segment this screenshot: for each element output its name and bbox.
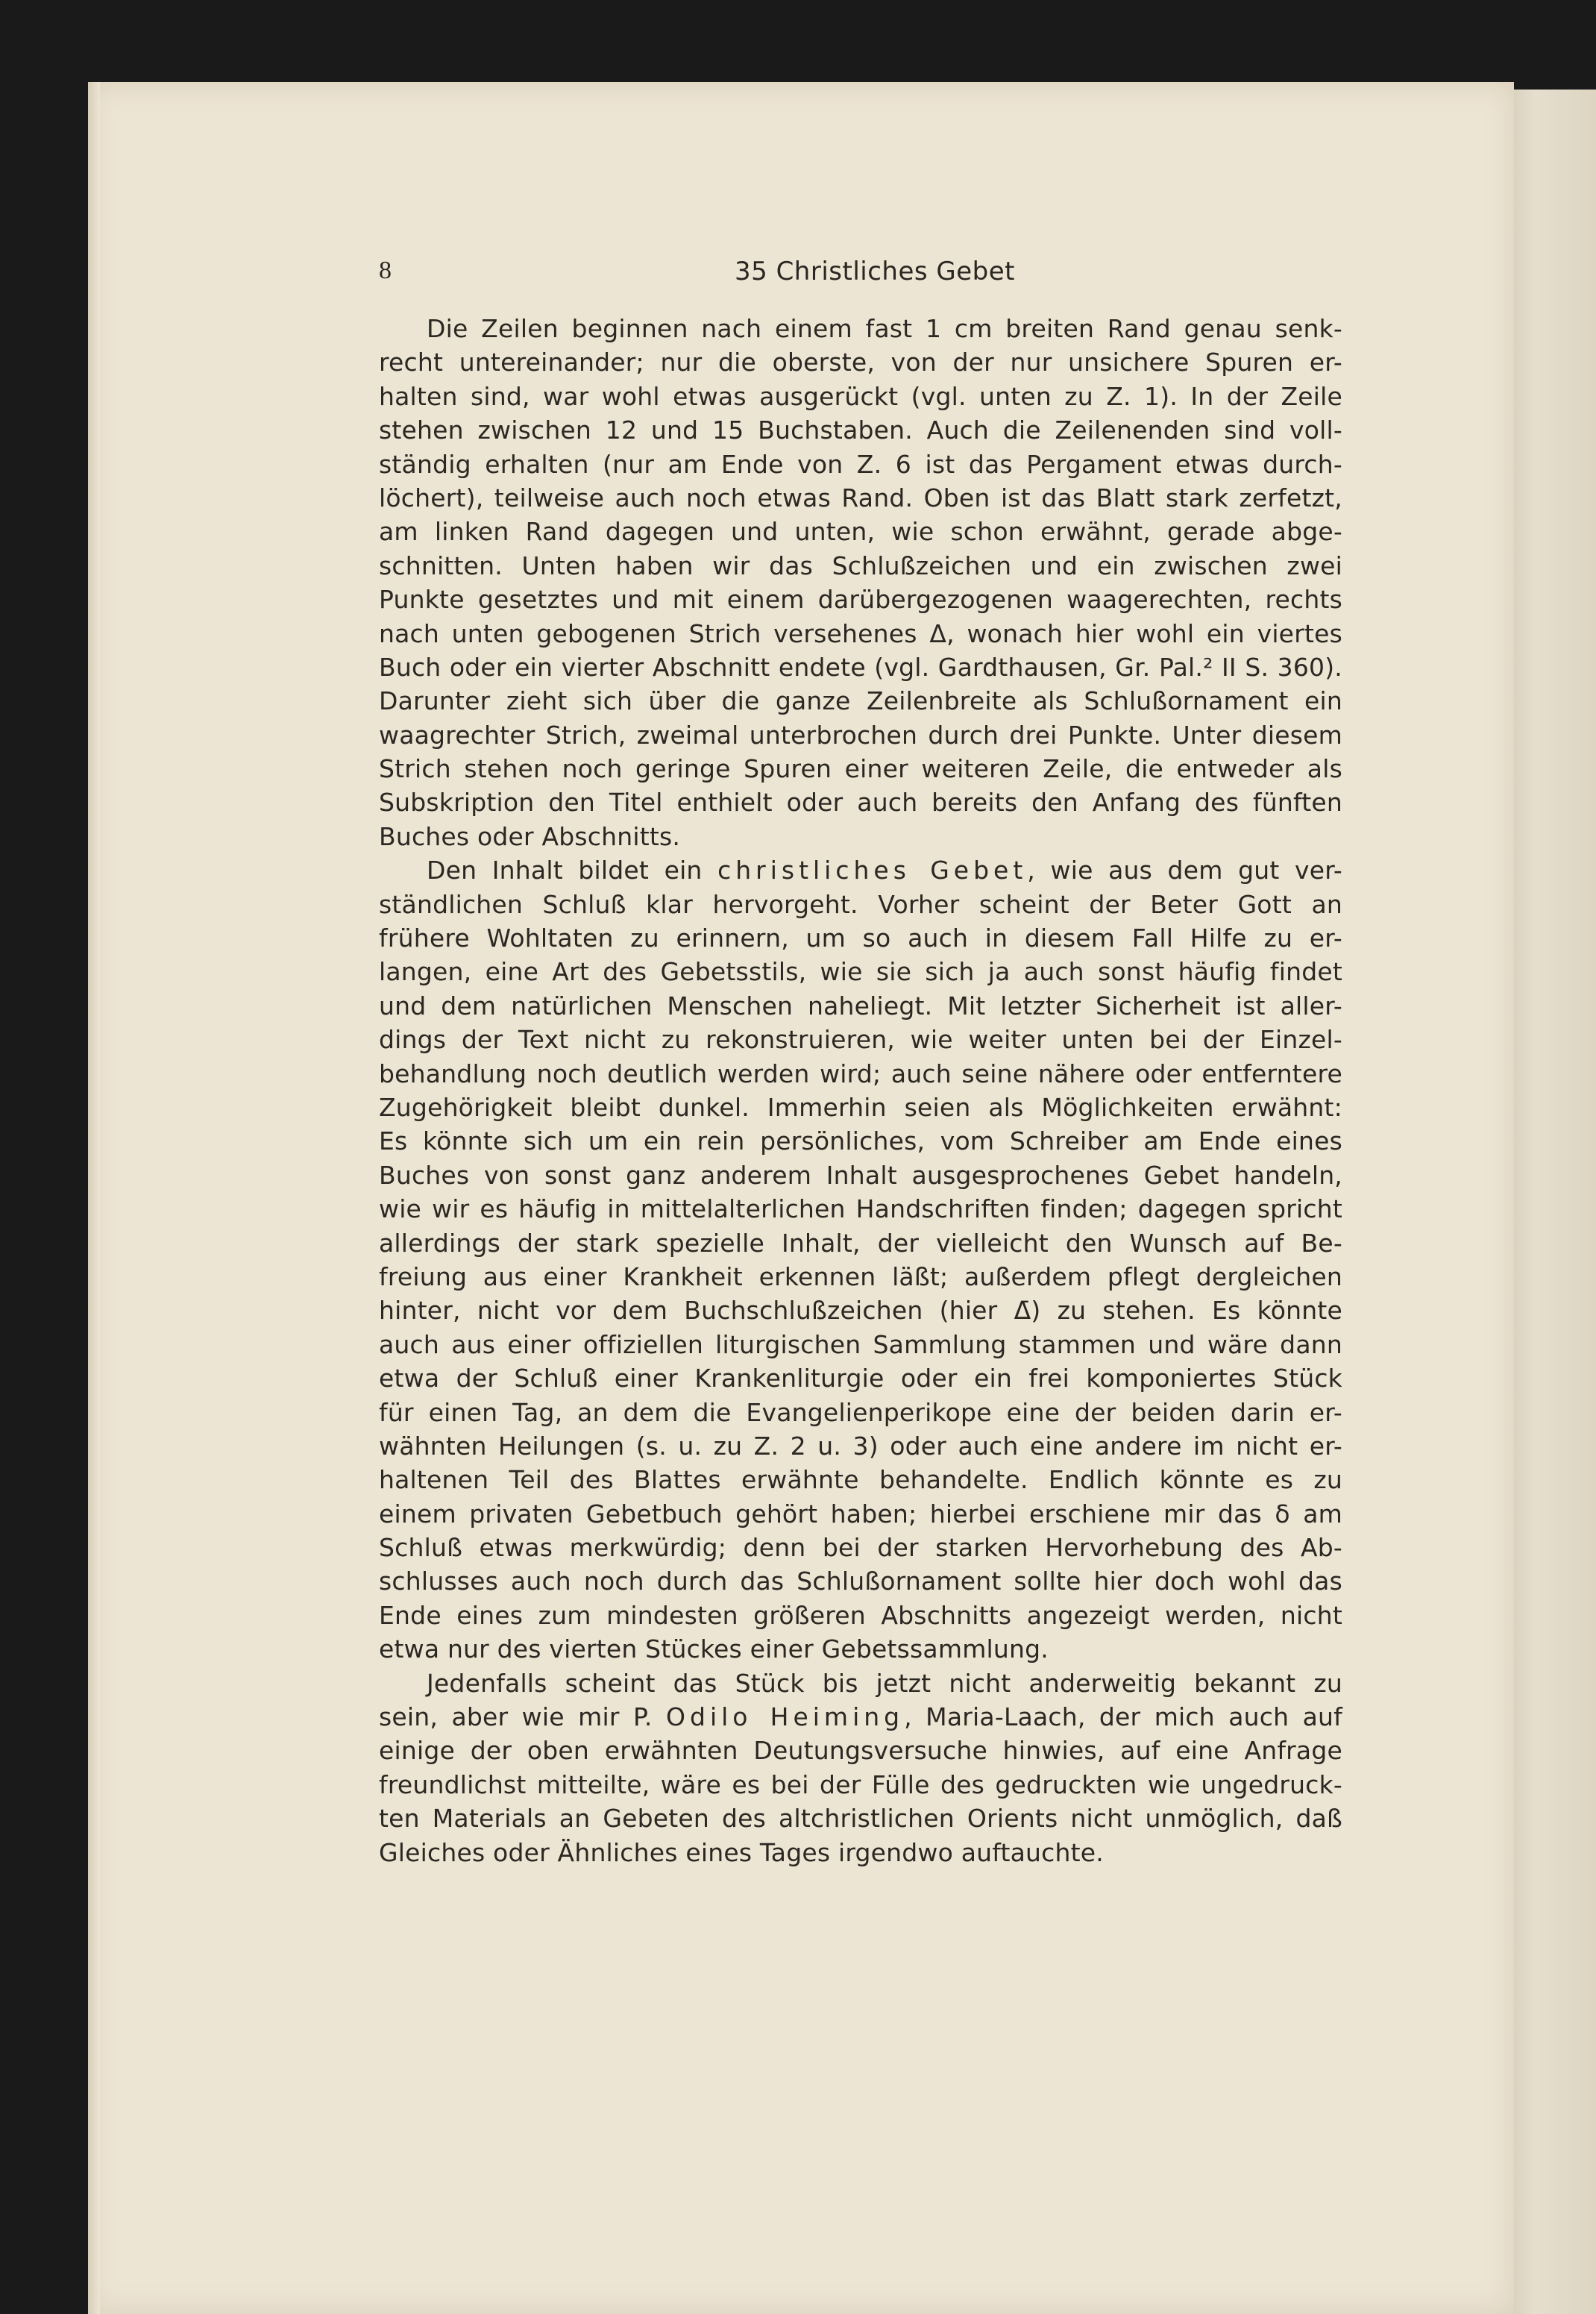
text-line: dings der Text nicht zu rekonstruieren, wie weiter unten bei der Einzel- [379,1025,1342,1055]
text-line: am linken Rand dagegen und unten, wie schon erwähnt, gerade abge- [379,517,1342,547]
paragraph [379,312,1342,853]
text-span: , wie aus dem gut ver- [1027,856,1342,885]
text-line: Jedenfalls scheint das Stück bis jetzt nicht anderweitig bekannt zu [427,1668,1342,1698]
text-line: behandlung noch deutlich werden wird; auch seine nähere oder entferntere [379,1059,1342,1088]
text-line: schlusses auch noch durch das Schlußornament sollte hier doch wohl das [379,1567,1342,1596]
text-line: wähnten Heilungen (s. u. zu Z. 2 u. 3) oder auch eine andere im nicht er- [379,1431,1342,1461]
text-line: etwa der Schluß einer Krankenliturgie oder ein frei komponiertes Stück [379,1364,1342,1393]
text-line: etwa nur des vierten Stückes einer Gebetssammlung. [379,1634,1049,1664]
running-title: 35 Christliches Gebet [735,257,1015,286]
text-line: Es könnte sich um ein rein persönliches, vom Schreiber am Ende eines [379,1126,1342,1156]
text-line: recht untereinander; nur die oberste, von der nur unsichere Spuren er- [379,348,1342,377]
text-line: Subskription den Titel enthielt oder auch bereits den Anfang des fünften [379,788,1342,818]
text-line: für einen Tag, an dem die Evangelienperikope eine der beiden darin er- [379,1397,1342,1427]
text-line: hinter, nicht vor dem Buchschlußzeichen (hier Δ̄) zu stehen. Es könnte [379,1296,1342,1326]
text-line: Buch oder ein vierter Abschnitt endete (vgl. Gardthausen, Gr. Pal.² II S. 360). [379,652,1342,682]
paragraph [379,853,1342,1666]
text-span: Den Inhalt bildet ein [427,856,718,885]
text-line: stehen zwischen 12 und 15 Buchstaben. Auch die Zeilenenden sind voll- [379,416,1342,445]
text-line: freundlichst mitteilte, wäre es bei der Fülle des gedruckten wie ungedruck- [379,1769,1342,1799]
text-line: löchert), teilweise auch noch etwas Rand. Oben ist das Blatt stark zerfetzt, [379,483,1342,512]
text-line: Punkte gesetztes und mit einem darübergezogenen waagerechten, rechts [379,585,1342,615]
text-line: schnitten. Unten haben wir das Schlußzeichen und ein zwischen zwei [379,551,1342,580]
paragraph-lines [379,1734,1342,1869]
text-line: Gleiches oder Ähnliches eines Tages irgendwo auftauchte. [379,1837,1104,1867]
text-span: , Maria-Laach, der mich auch auf [904,1702,1342,1732]
text-line: ständig erhalten (nur am Ende von Z. 6 ist das Pergament etwas durch- [379,449,1342,479]
text-line: einem privaten Gebetbuch gehört haben; hierbei erschiene mir das δ am [379,1499,1342,1528]
body-text [379,312,1342,1869]
text-line: halten sind, war wohl etwas ausgerückt (vgl. unten zu Z. 1). In der Zeile [379,381,1342,411]
text-line [379,853,1342,887]
text-line: freiung aus einer Krankheit erkennen läßt; außerdem pflegt dergleichen [379,1261,1342,1291]
text-line: Zugehörigkeit bleibt dunkel. Immerhin seien als Möglichkeiten erwähnt: [379,1092,1342,1122]
page-header [379,257,1371,292]
page-number: 8 [379,257,392,284]
text-line: Strich stehen noch geringe Spuren einer weiteren Zeile, die entweder als [379,754,1342,784]
text-line: Die Zeilen beginnen nach einem fast 1 cm breiten Rand genau senk- [427,314,1342,343]
text-line: wie wir es häufig in mittelalterlichen Handschriften finden; dagegen spricht [379,1194,1342,1224]
text-line: allerdings der stark spezielle Inhalt, der vielleicht den Wunsch auf Be- [379,1228,1342,1258]
text-line: Ende eines zum mindesten größeren Abschnitts angezeigt werden, nicht [379,1600,1342,1630]
text-line: und dem natürlichen Menschen naheliegt. Mit letzter Sicherheit ist aller- [379,991,1342,1020]
text-line: ständlichen Schluß klar hervorgeht. Vorher scheint der Beter Gott an [379,889,1342,919]
text-line: waagrechter Strich, zweimal unterbrochen durch drei Punkte. Unter diesem [379,720,1342,750]
page-gutter-shadow [88,82,100,2314]
paragraph-lines [379,888,1342,1666]
text-line: Darunter zieht sich über die ganze Zeilenbreite als Schlußornament ein [379,686,1342,716]
facing-page-edge [1507,90,1596,2314]
text-line: ten Materials an Gebeten des altchristlichen Orients nicht unmöglich, daß [379,1804,1342,1834]
text-line [379,1700,1342,1734]
text-line: nach unten gebogenen Strich versehenes Δ, wonach hier wohl ein viertes [379,618,1342,648]
text-span: sein, aber wie mir P. [379,1702,667,1732]
text-line: Schluß etwas merkwürdig; denn bei der starken Hervorhebung des Ab- [379,1533,1342,1563]
text-line: frühere Wohltaten zu erinnern, um so auch in diesem Fall Hilfe zu er- [379,924,1342,953]
text-line: auch aus einer offiziellen liturgischen Sammlung stammen und wäre dann [379,1329,1342,1359]
text-line: einige der oben erwähnten Deutungsversuche hinwies, auf eine Anfrage [379,1736,1342,1766]
emphasized-term: christliches Gebet [717,856,1028,885]
text-line: Buches von sonst ganz anderem Inhalt ausgesprochenes Gebet handeln, [379,1160,1342,1190]
text-line: langen, eine Art des Gebetsstils, wie sie sich ja auch sonst häufig findet [379,957,1342,987]
text-line: Buches oder Abschnitts. [379,821,681,851]
person-name: Odilo Heiming [666,1702,905,1732]
text-line: haltenen Teil des Blattes erwähnte behandelte. Endlich könnte es zu [379,1465,1342,1495]
paragraph [379,1666,1342,1869]
